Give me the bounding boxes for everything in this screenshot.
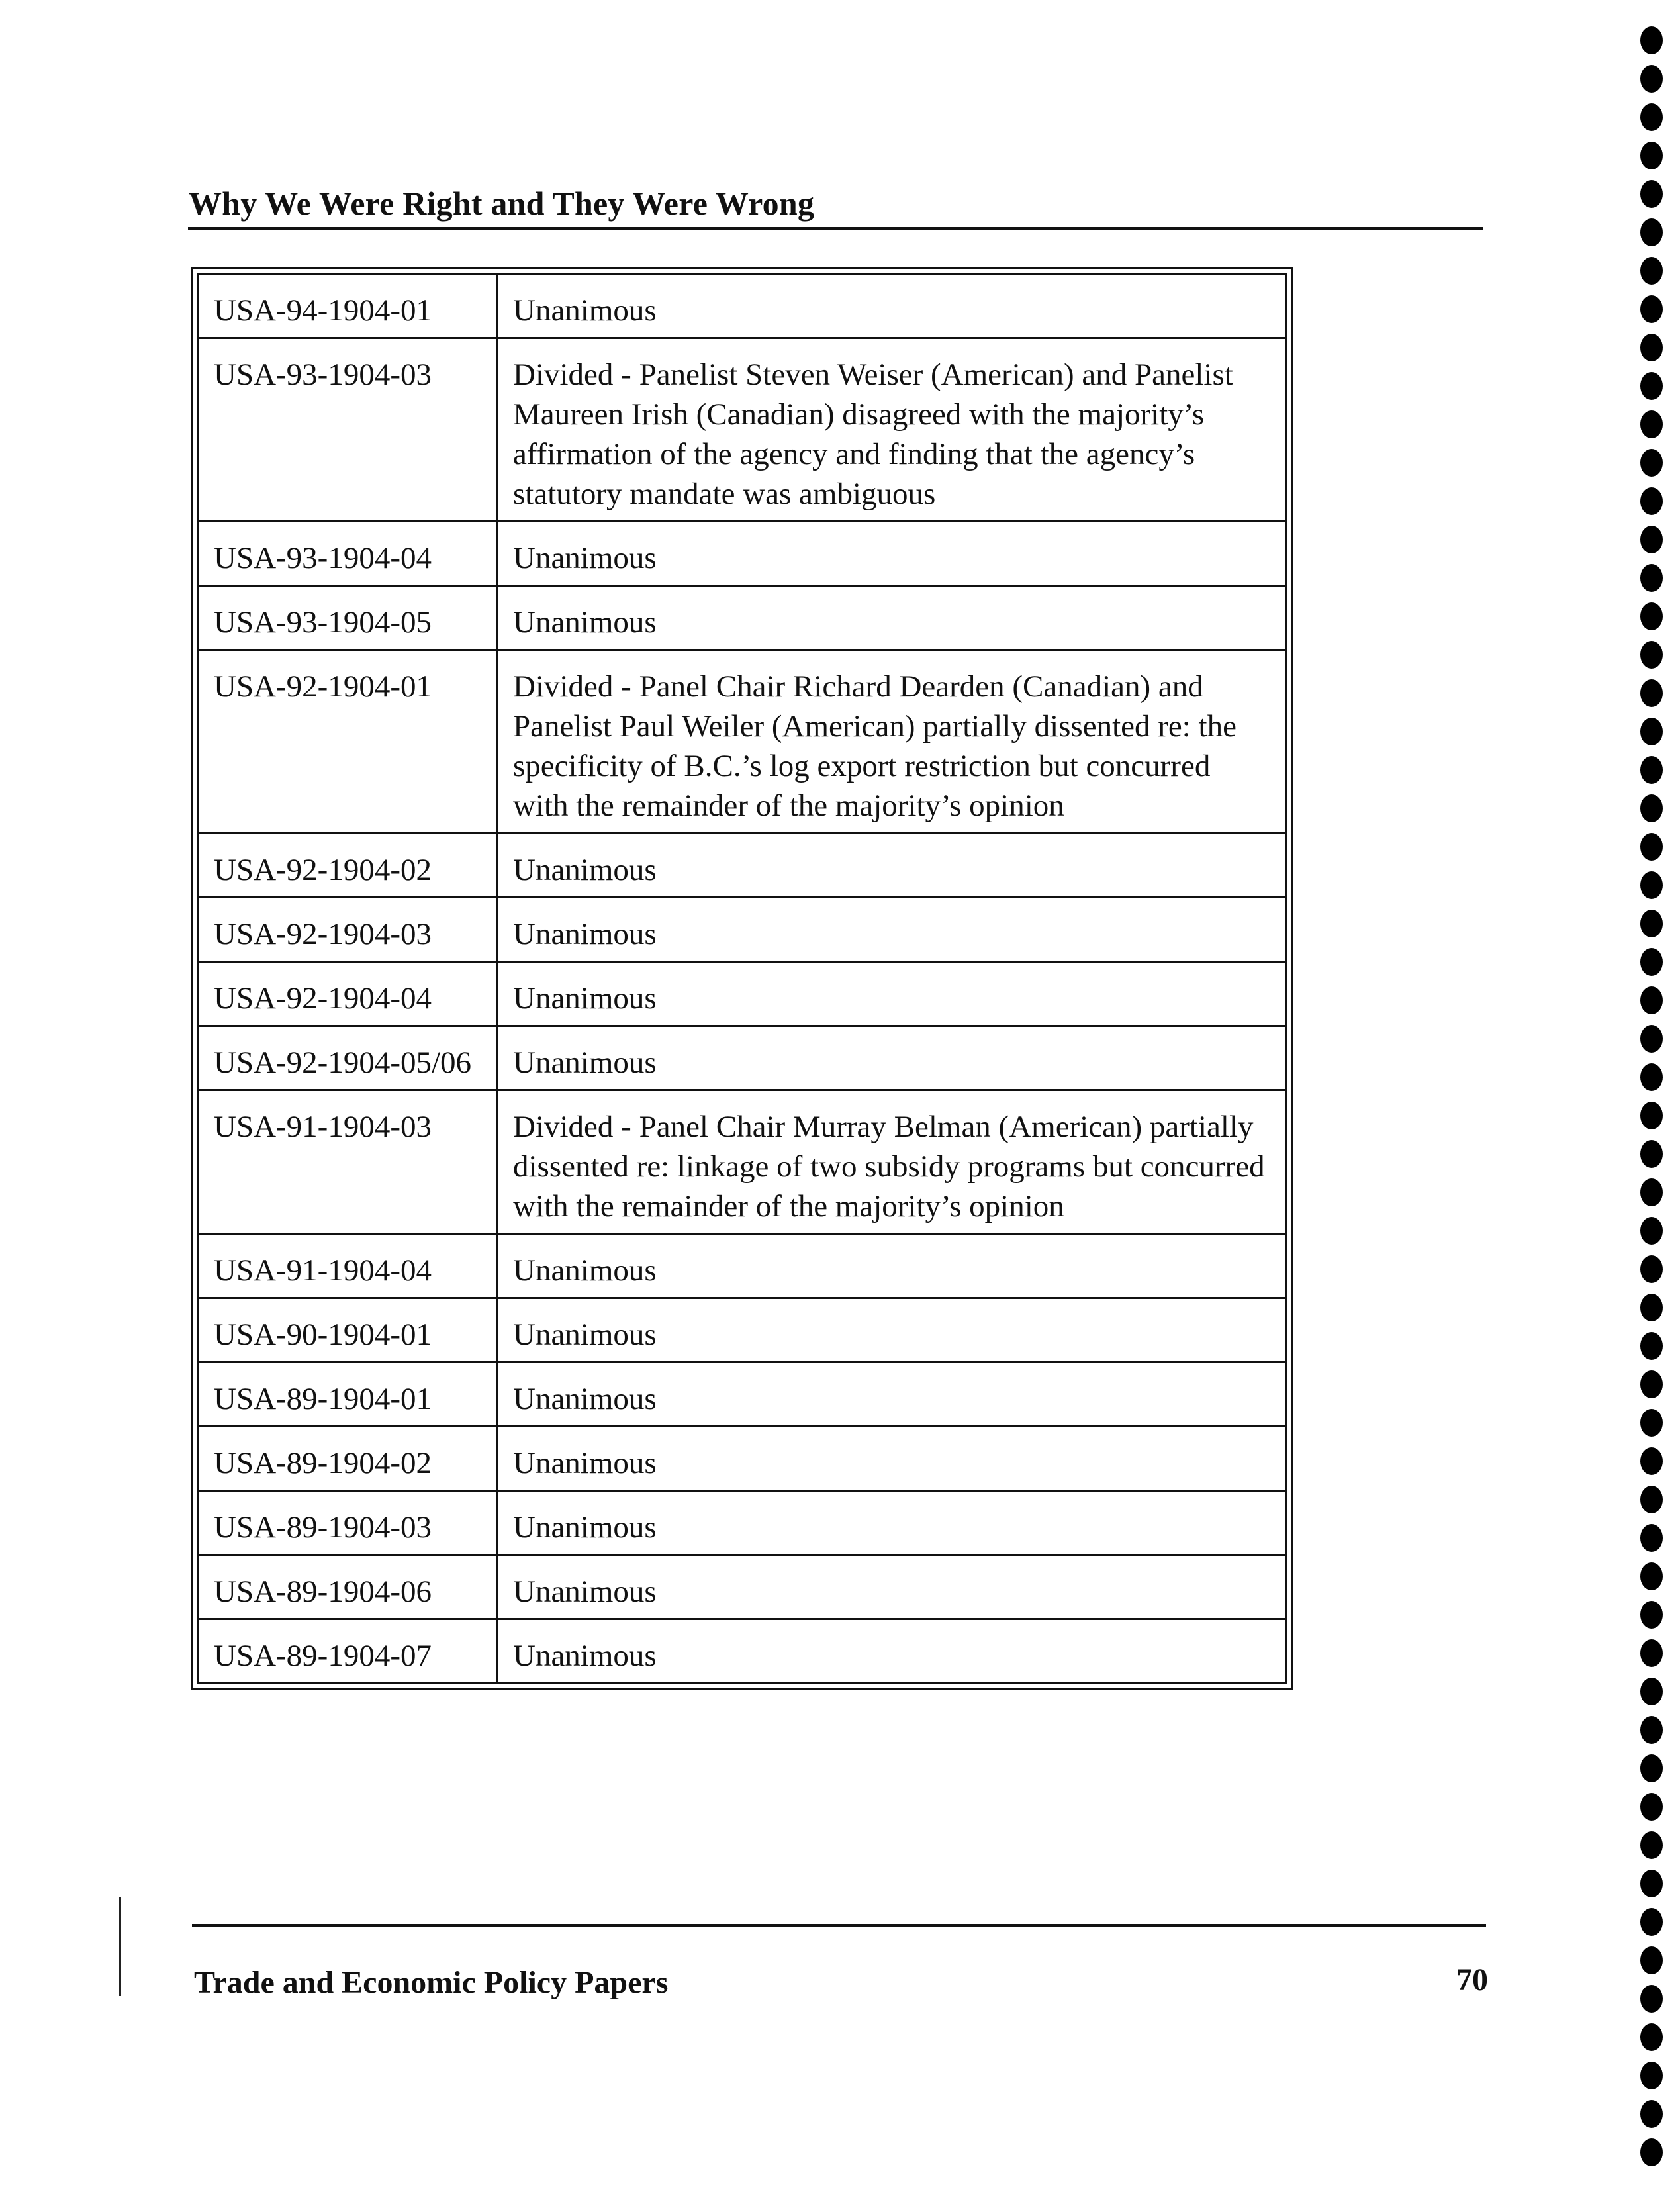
case-number-cell: USA-89-1904-07 bbox=[199, 1619, 498, 1684]
binding-hole bbox=[1640, 103, 1663, 131]
decision-result-cell: Unanimous bbox=[498, 1619, 1286, 1684]
case-number-cell: USA-89-1904-01 bbox=[199, 1363, 498, 1427]
decision-result-cell: Unanimous bbox=[498, 1234, 1286, 1298]
left-margin-mark bbox=[119, 1897, 121, 1996]
case-number-cell: USA-91-1904-03 bbox=[199, 1090, 498, 1234]
decision-result-cell: Divided - Panelist Steven Weiser (American) and Panelist Maureen Irish (Canadian) disagreed with the majority’s affirmation of the agency and finding that the agency’s statutory mandate was ambiguous bbox=[498, 338, 1286, 522]
binding-hole bbox=[1640, 564, 1663, 592]
table-body bbox=[199, 274, 1286, 1684]
decision-result-cell: Unanimous bbox=[498, 834, 1286, 898]
binding-hole bbox=[1640, 1486, 1663, 1513]
binding-hole bbox=[1640, 1102, 1663, 1129]
binding-hole bbox=[1640, 756, 1663, 784]
binding-hole bbox=[1640, 1447, 1663, 1475]
case-number-cell: USA-94-1904-01 bbox=[199, 274, 498, 338]
footer-rule bbox=[192, 1924, 1486, 1927]
binding-hole bbox=[1640, 142, 1663, 169]
binding-hole bbox=[1640, 65, 1663, 93]
binding-hole bbox=[1640, 295, 1663, 323]
decision-result-cell: Unanimous bbox=[498, 586, 1286, 650]
table-row bbox=[199, 898, 1286, 962]
binding-hole bbox=[1640, 1908, 1663, 1936]
binding-hole bbox=[1640, 1985, 1663, 2013]
binding-hole bbox=[1640, 218, 1663, 246]
binding-hole bbox=[1640, 948, 1663, 976]
binding-hole bbox=[1640, 1217, 1663, 1245]
decision-result-cell: Unanimous bbox=[498, 1026, 1286, 1090]
table-row bbox=[199, 1298, 1286, 1363]
table-row bbox=[199, 1090, 1286, 1234]
binding-hole bbox=[1640, 487, 1663, 515]
table-row bbox=[199, 1555, 1286, 1619]
decision-result-cell: Unanimous bbox=[498, 962, 1286, 1026]
decision-result-cell: Divided - Panel Chair Richard Dearden (Canadian) and Panelist Paul Weiler (American) partially dissented re: the specificity of B.C.’s log export restriction but concurred with the remainder of the majority’s opinion bbox=[498, 650, 1286, 834]
binding-hole bbox=[1640, 602, 1663, 630]
binding-hole bbox=[1640, 986, 1663, 1014]
table-row bbox=[199, 1363, 1286, 1427]
decision-result-cell: Unanimous bbox=[498, 1298, 1286, 1363]
case-number-cell: USA-93-1904-04 bbox=[199, 522, 498, 586]
binding-hole bbox=[1640, 1332, 1663, 1360]
binding-hole bbox=[1640, 1140, 1663, 1168]
table-row bbox=[199, 1234, 1286, 1298]
case-number-cell: USA-89-1904-02 bbox=[199, 1427, 498, 1491]
decision-result-cell: Unanimous bbox=[498, 522, 1286, 586]
decision-result-cell: Unanimous bbox=[498, 1427, 1286, 1491]
binding-hole bbox=[1640, 1601, 1663, 1629]
header-rule bbox=[188, 227, 1483, 230]
binding-hole bbox=[1640, 180, 1663, 208]
binding-hole bbox=[1640, 1946, 1663, 1974]
binding-hole bbox=[1640, 1178, 1663, 1206]
binding-hole bbox=[1640, 372, 1663, 400]
case-number-cell: USA-89-1904-03 bbox=[199, 1491, 498, 1555]
table-row bbox=[199, 586, 1286, 650]
binding-hole bbox=[1640, 449, 1663, 477]
binding-hole bbox=[1640, 1409, 1663, 1437]
table-row bbox=[199, 1427, 1286, 1491]
binding-hole bbox=[1640, 833, 1663, 861]
binding-hole bbox=[1640, 1025, 1663, 1053]
case-number-cell: USA-92-1904-04 bbox=[199, 962, 498, 1026]
binding-hole bbox=[1640, 1754, 1663, 1782]
spiral-binding bbox=[1635, 0, 1668, 2204]
binding-hole bbox=[1640, 1716, 1663, 1744]
decision-result-cell: Unanimous bbox=[498, 1363, 1286, 1427]
panel-decisions-table bbox=[197, 273, 1287, 1684]
table-row bbox=[199, 1619, 1286, 1684]
binding-hole bbox=[1640, 718, 1663, 745]
table-row bbox=[199, 650, 1286, 834]
table-row bbox=[199, 1026, 1286, 1090]
binding-hole bbox=[1640, 26, 1663, 54]
binding-hole bbox=[1640, 410, 1663, 438]
binding-hole bbox=[1640, 1294, 1663, 1321]
binding-hole bbox=[1640, 1063, 1663, 1091]
table-row bbox=[199, 522, 1286, 586]
page-number: 70 bbox=[1456, 1962, 1488, 1997]
case-number-cell: USA-92-1904-02 bbox=[199, 834, 498, 898]
case-number-cell: USA-93-1904-03 bbox=[199, 338, 498, 522]
binding-hole bbox=[1640, 871, 1663, 899]
decision-result-cell: Unanimous bbox=[498, 274, 1286, 338]
table-row bbox=[199, 962, 1286, 1026]
binding-hole bbox=[1640, 1639, 1663, 1667]
decision-result-cell: Divided - Panel Chair Murray Belman (American) partially dissented re: linkage of two subsidy programs but concurred with the remainder of the majority’s opinion bbox=[498, 1090, 1286, 1234]
decision-result-cell: Unanimous bbox=[498, 1491, 1286, 1555]
binding-hole bbox=[1640, 526, 1663, 553]
binding-hole bbox=[1640, 1524, 1663, 1552]
case-number-cell: USA-93-1904-05 bbox=[199, 586, 498, 650]
binding-hole bbox=[1640, 1678, 1663, 1705]
binding-hole bbox=[1640, 1562, 1663, 1590]
decision-result-cell: Unanimous bbox=[498, 898, 1286, 962]
binding-hole bbox=[1640, 2138, 1663, 2166]
binding-hole bbox=[1640, 910, 1663, 937]
binding-hole bbox=[1640, 794, 1663, 822]
table-row bbox=[199, 1491, 1286, 1555]
running-header-title: Why We Were Right and They Were Wrong bbox=[189, 185, 815, 222]
case-number-cell: USA-91-1904-04 bbox=[199, 1234, 498, 1298]
binding-hole bbox=[1640, 257, 1663, 285]
binding-hole bbox=[1640, 2023, 1663, 2051]
case-number-cell: USA-92-1904-05/06 bbox=[199, 1026, 498, 1090]
case-number-cell: USA-92-1904-01 bbox=[199, 650, 498, 834]
binding-hole bbox=[1640, 1831, 1663, 1859]
binding-hole bbox=[1640, 1793, 1663, 1821]
binding-hole bbox=[1640, 1370, 1663, 1398]
table-row bbox=[199, 274, 1286, 338]
binding-hole bbox=[1640, 2100, 1663, 2128]
decision-result-cell: Unanimous bbox=[498, 1555, 1286, 1619]
binding-hole bbox=[1640, 679, 1663, 707]
case-number-cell: USA-90-1904-01 bbox=[199, 1298, 498, 1363]
binding-hole bbox=[1640, 2062, 1663, 2089]
table-row bbox=[199, 338, 1286, 522]
binding-hole bbox=[1640, 1255, 1663, 1283]
binding-hole bbox=[1640, 1870, 1663, 1897]
table-row bbox=[199, 834, 1286, 898]
case-number-cell: USA-89-1904-06 bbox=[199, 1555, 498, 1619]
case-number-cell: USA-92-1904-03 bbox=[199, 898, 498, 962]
decisions-table-frame bbox=[191, 267, 1293, 1690]
binding-hole bbox=[1640, 641, 1663, 669]
binding-hole bbox=[1640, 334, 1663, 361]
footer-publication-title: Trade and Economic Policy Papers bbox=[194, 1965, 669, 2000]
